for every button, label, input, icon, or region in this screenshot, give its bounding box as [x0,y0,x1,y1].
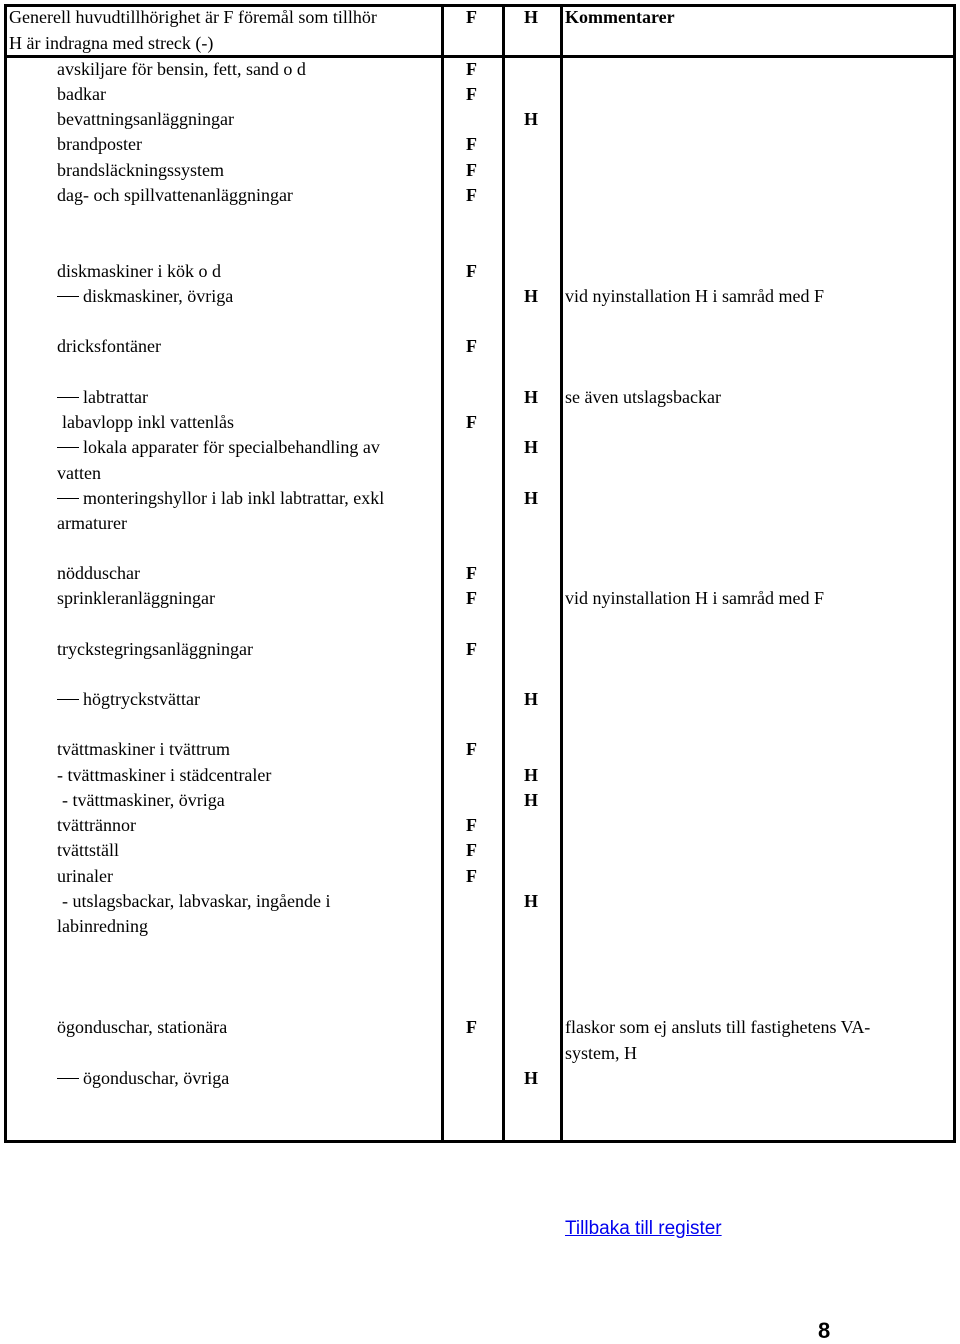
indent-dash [57,498,79,499]
row-label: dricksfontäner [57,336,161,356]
row-label: badkar [57,84,106,104]
row-comment: vid nyinstallation H i samråd med F [565,588,824,608]
row-f-mark: F [466,815,477,835]
row-f-mark: F [466,261,477,281]
row-label-indented [57,435,380,460]
row-h-mark: H [524,891,539,911]
row-label-indented [57,385,148,410]
row-label-indented [57,486,384,511]
row-h-mark: H [524,286,539,306]
row-h-mark: H [524,387,539,407]
column-header-f: F [466,7,477,27]
row-f-mark: F [466,866,477,886]
indent-dash [57,699,79,700]
indent-dash [57,296,79,297]
column-divider [560,7,563,1140]
row-label-indented [57,284,233,309]
row-label-continued: labinredning [57,916,148,936]
indent-dash [57,1078,79,1079]
row-label: urinaler [57,866,113,886]
row-f-mark: F [466,739,477,759]
row-f-mark: F [466,588,477,608]
row-label: tvättmaskiner i tvättrum [57,739,230,759]
indent-dash [57,447,79,448]
column-divider [441,7,444,1140]
row-label: - tvättmaskiner, övriga [62,790,225,810]
row-f-mark: F [466,639,477,659]
row-label: ögonduschar, stationära [57,1017,228,1037]
row-label: bevattningsanläggningar [57,109,234,129]
row-label-text: ögonduschar, övriga [83,1068,230,1088]
row-label: tryckstegringsanläggningar [57,639,253,659]
row-f-mark: F [466,84,477,104]
row-label: brandsläckningssystem [57,160,224,180]
row-label: labavlopp inkl vattenlås [62,412,234,432]
row-label: sprinkleranläggningar [57,588,215,608]
row-f-mark: F [466,1017,477,1037]
row-label: avskiljare för bensin, fett, sand o d [57,59,306,79]
row-f-mark: F [466,412,477,432]
row-comment-continued: system, H [565,1043,637,1063]
column-header-h: H [524,7,539,27]
row-label: - tvättmaskiner i städcentraler [57,765,272,785]
row-label: tvättrännor [57,815,136,835]
indent-dash [57,397,79,398]
row-f-mark: F [466,59,477,79]
row-label-text: diskmaskiner, övriga [83,286,234,306]
row-label-indented [57,1066,229,1091]
row-label-indented [57,687,200,712]
header-description: Generell huvudtillhörighet är F föremål som tillhör [9,7,377,27]
row-h-mark: H [524,109,539,129]
row-f-mark: F [466,160,477,180]
column-divider [502,7,505,1140]
row-label: brandposter [57,134,142,154]
row-h-mark: H [524,1068,539,1088]
row-h-mark: H [524,437,539,457]
row-label-text: monteringshyllor i lab inkl labtrattar, exkl [83,488,385,508]
row-f-mark: F [466,185,477,205]
row-h-mark: H [524,689,539,709]
row-f-mark: F [466,134,477,154]
row-label: - utslagsbackar, labvaskar, ingående i [62,891,331,911]
back-to-register-link[interactable]: Tillbaka till register [565,1218,722,1239]
row-label: nödduschar [57,563,140,583]
page-number: 8 [818,1318,831,1343]
row-comment: vid nyinstallation H i samråd med F [565,286,824,306]
row-h-mark: H [524,488,539,508]
row-label: tvättställ [57,840,119,860]
header-description-line2: H är indragna med streck (-) [9,33,214,53]
row-label: dag- och spillvattenanläggningar [57,185,293,205]
column-header-comments: Kommentarer [565,7,675,27]
row-h-mark: H [524,790,539,810]
row-label-text: lokala apparater för specialbehandling av [83,437,380,457]
row-comment: flaskor som ej ansluts till fastighetens VA- [565,1017,871,1037]
row-f-mark: F [466,563,477,583]
row-f-mark: F [466,336,477,356]
row-label-text: högtryckstvättar [83,689,200,709]
row-comment: se även utslagsbackar [565,387,721,407]
row-f-mark: F [466,840,477,860]
row-label-text: labtrattar [83,387,148,407]
row-label-continued: armaturer [57,513,127,533]
row-h-mark: H [524,765,539,785]
row-label: diskmaskiner i kök o d [57,261,221,281]
row-label-continued: vatten [57,463,101,483]
